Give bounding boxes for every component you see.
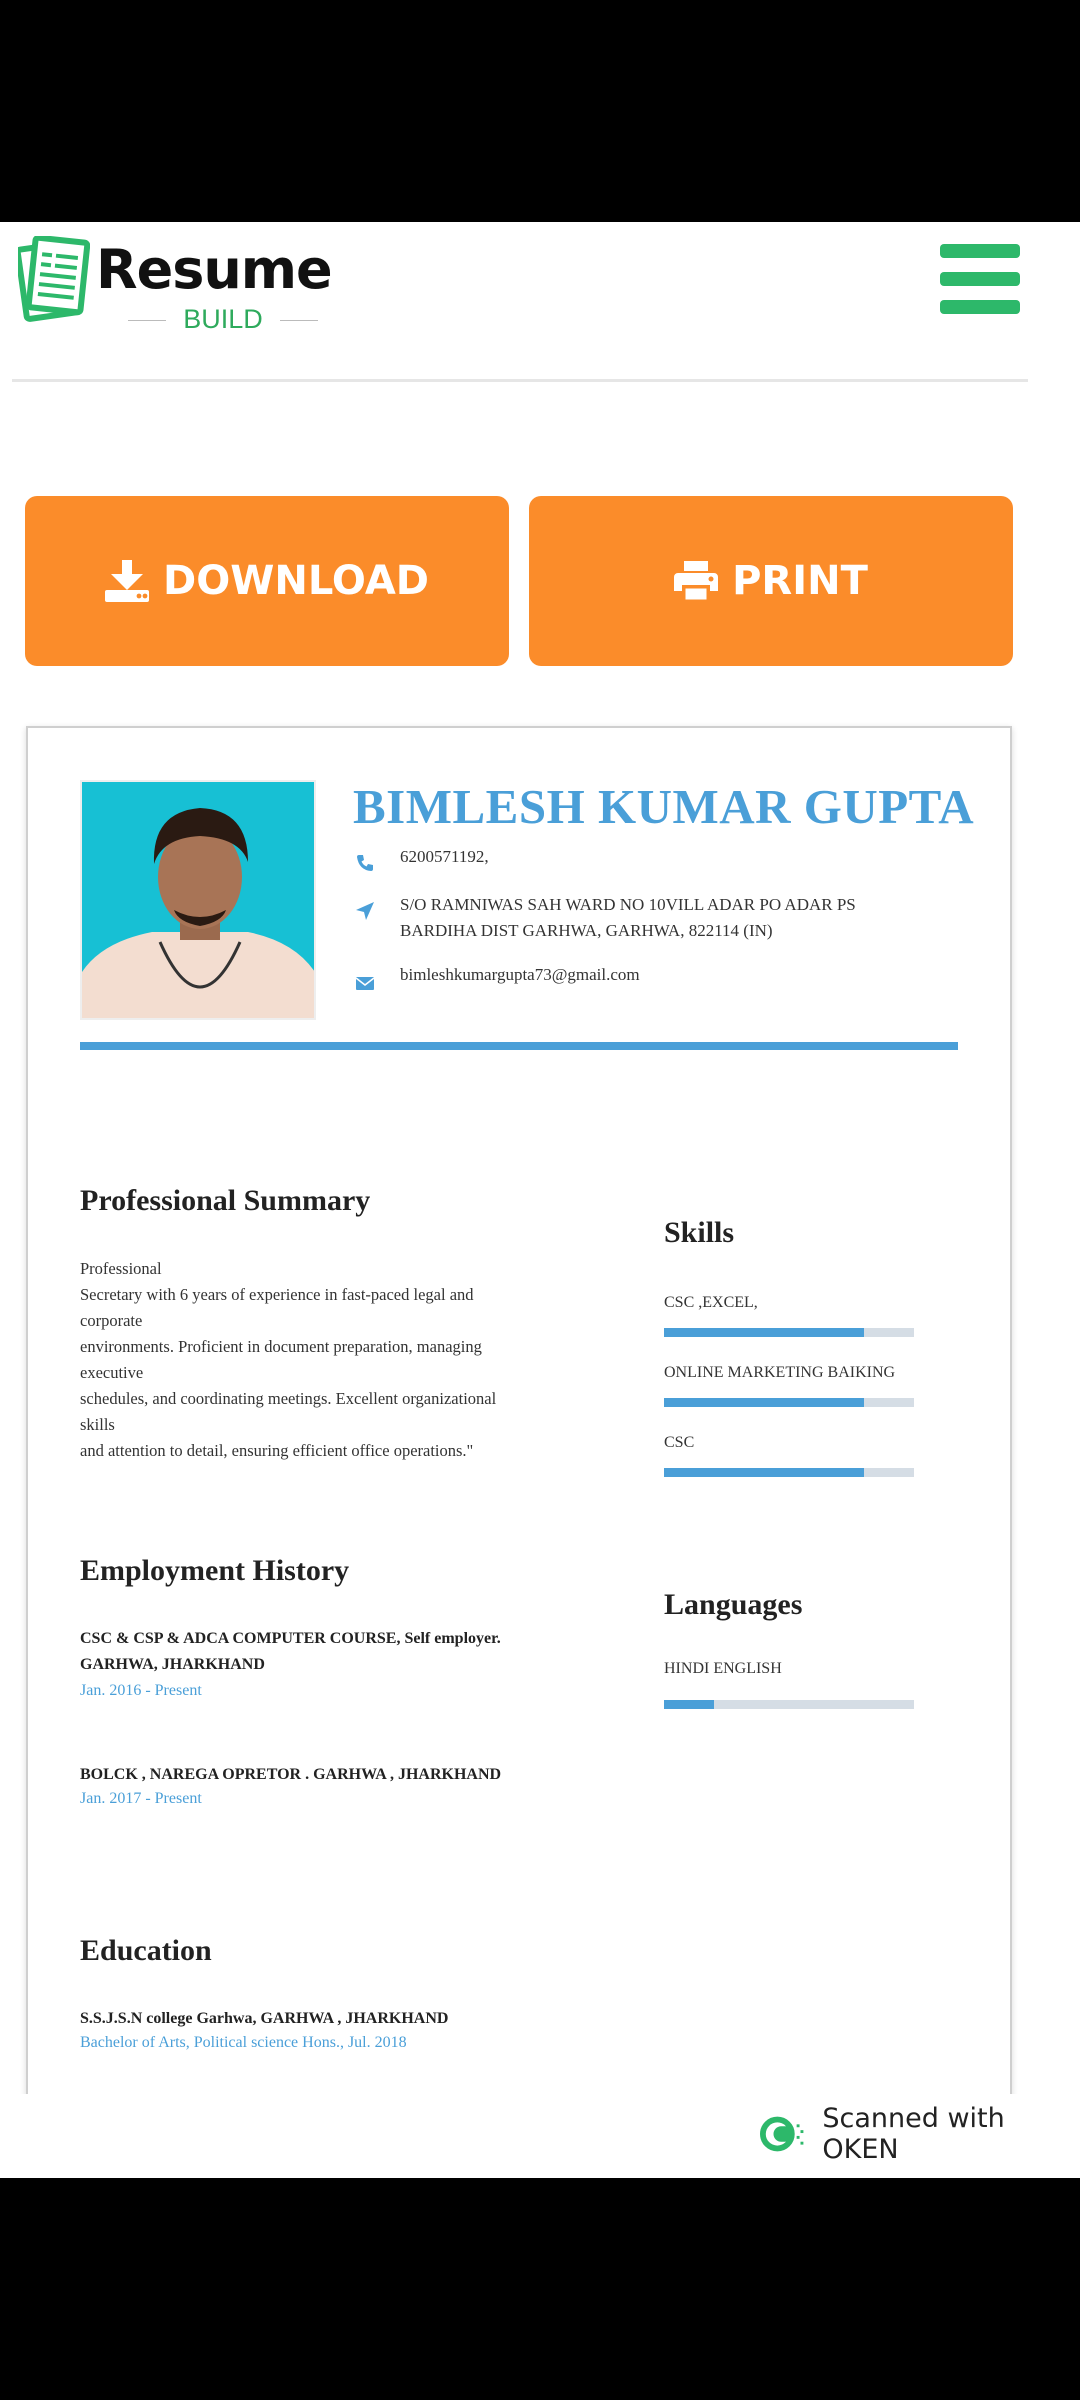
location-arrow-icon bbox=[354, 900, 376, 922]
brand-name: Resume bbox=[96, 238, 332, 301]
oken-logo-icon bbox=[760, 2116, 804, 2152]
hamburger-menu-icon[interactable] bbox=[940, 244, 1020, 314]
print-button[interactable] bbox=[529, 496, 1013, 666]
app-screen bbox=[0, 222, 1080, 2178]
candidate-name: BIMLESH KUMAR GUPTA bbox=[353, 779, 975, 834]
language-level-bar bbox=[664, 1700, 914, 1709]
skill-name: CSC bbox=[664, 1434, 695, 1451]
scanned-label: Scanned with OKEN bbox=[822, 2103, 1005, 2165]
skill-name: CSC ,EXCEL, bbox=[664, 1294, 758, 1311]
skill-level-bar bbox=[664, 1398, 914, 1407]
skill-level-bar bbox=[664, 1328, 914, 1337]
employment-heading: Employment History bbox=[80, 1554, 350, 1587]
education-school: S.S.J.S.N college Garhwa, GARHWA , JHARKHAND bbox=[80, 2010, 449, 2027]
resume-logo-icon bbox=[18, 236, 90, 324]
languages-heading: Languages bbox=[664, 1588, 803, 1621]
skill-level-bar bbox=[664, 1468, 914, 1477]
phone-number: 6200571192, bbox=[400, 847, 489, 866]
brand-subtitle: BUILD bbox=[128, 304, 318, 335]
education-heading: Education bbox=[80, 1934, 212, 1967]
download-icon bbox=[105, 560, 149, 602]
language-name: HINDI ENGLISH bbox=[664, 1660, 782, 1677]
profile-photo bbox=[80, 780, 316, 1020]
job-dates: Jan. 2017 - Present bbox=[80, 1790, 202, 1807]
header-divider-bar bbox=[80, 1042, 958, 1050]
education-degree: Bachelor of Arts, Political science Hons., Jul. 2018 bbox=[80, 2034, 407, 2051]
skill-name: ONLINE MARKETING BAIKING bbox=[664, 1364, 896, 1381]
printer-icon bbox=[674, 561, 718, 601]
phone-icon bbox=[354, 852, 376, 874]
app-header bbox=[0, 222, 1030, 380]
address: S/O RAMNIWAS SAH WARD NO 10VILL ADAR PO ADAR PS BARDIHA DIST GARHWA, GARHWA, 822114 (IN) bbox=[400, 895, 856, 940]
download-label: DOWNLOAD bbox=[163, 558, 429, 604]
scanned-watermark bbox=[760, 2103, 1080, 2165]
email-icon bbox=[354, 972, 376, 994]
resume-preview bbox=[26, 726, 1012, 2178]
summary-text: Professional Secretary with 6 years of experience in fast-paced legal and corporate environments. Proficient in document preparation, managing executive schedules, and coordinating meetings. Excellent organizational skills and attention to detail, ensuring efficient office operations." bbox=[80, 1259, 497, 1460]
summary-heading: Professional Summary bbox=[80, 1184, 371, 1217]
skills-heading: Skills bbox=[664, 1216, 735, 1249]
email-address: bimleshkumargupta73@gmail.com bbox=[400, 965, 640, 984]
job-title: CSC & CSP & ADCA COMPUTER COURSE, Self employer. GARHWA, JHARKHAND bbox=[80, 1630, 501, 1673]
job-title: BOLCK , NAREGA OPRETOR . GARHWA , JHARKHAND bbox=[80, 1766, 502, 1783]
job-dates: Jan. 2016 - Present bbox=[80, 1682, 202, 1699]
download-button[interactable] bbox=[25, 496, 509, 666]
header-divider bbox=[12, 379, 1028, 382]
print-label: PRINT bbox=[732, 558, 868, 604]
